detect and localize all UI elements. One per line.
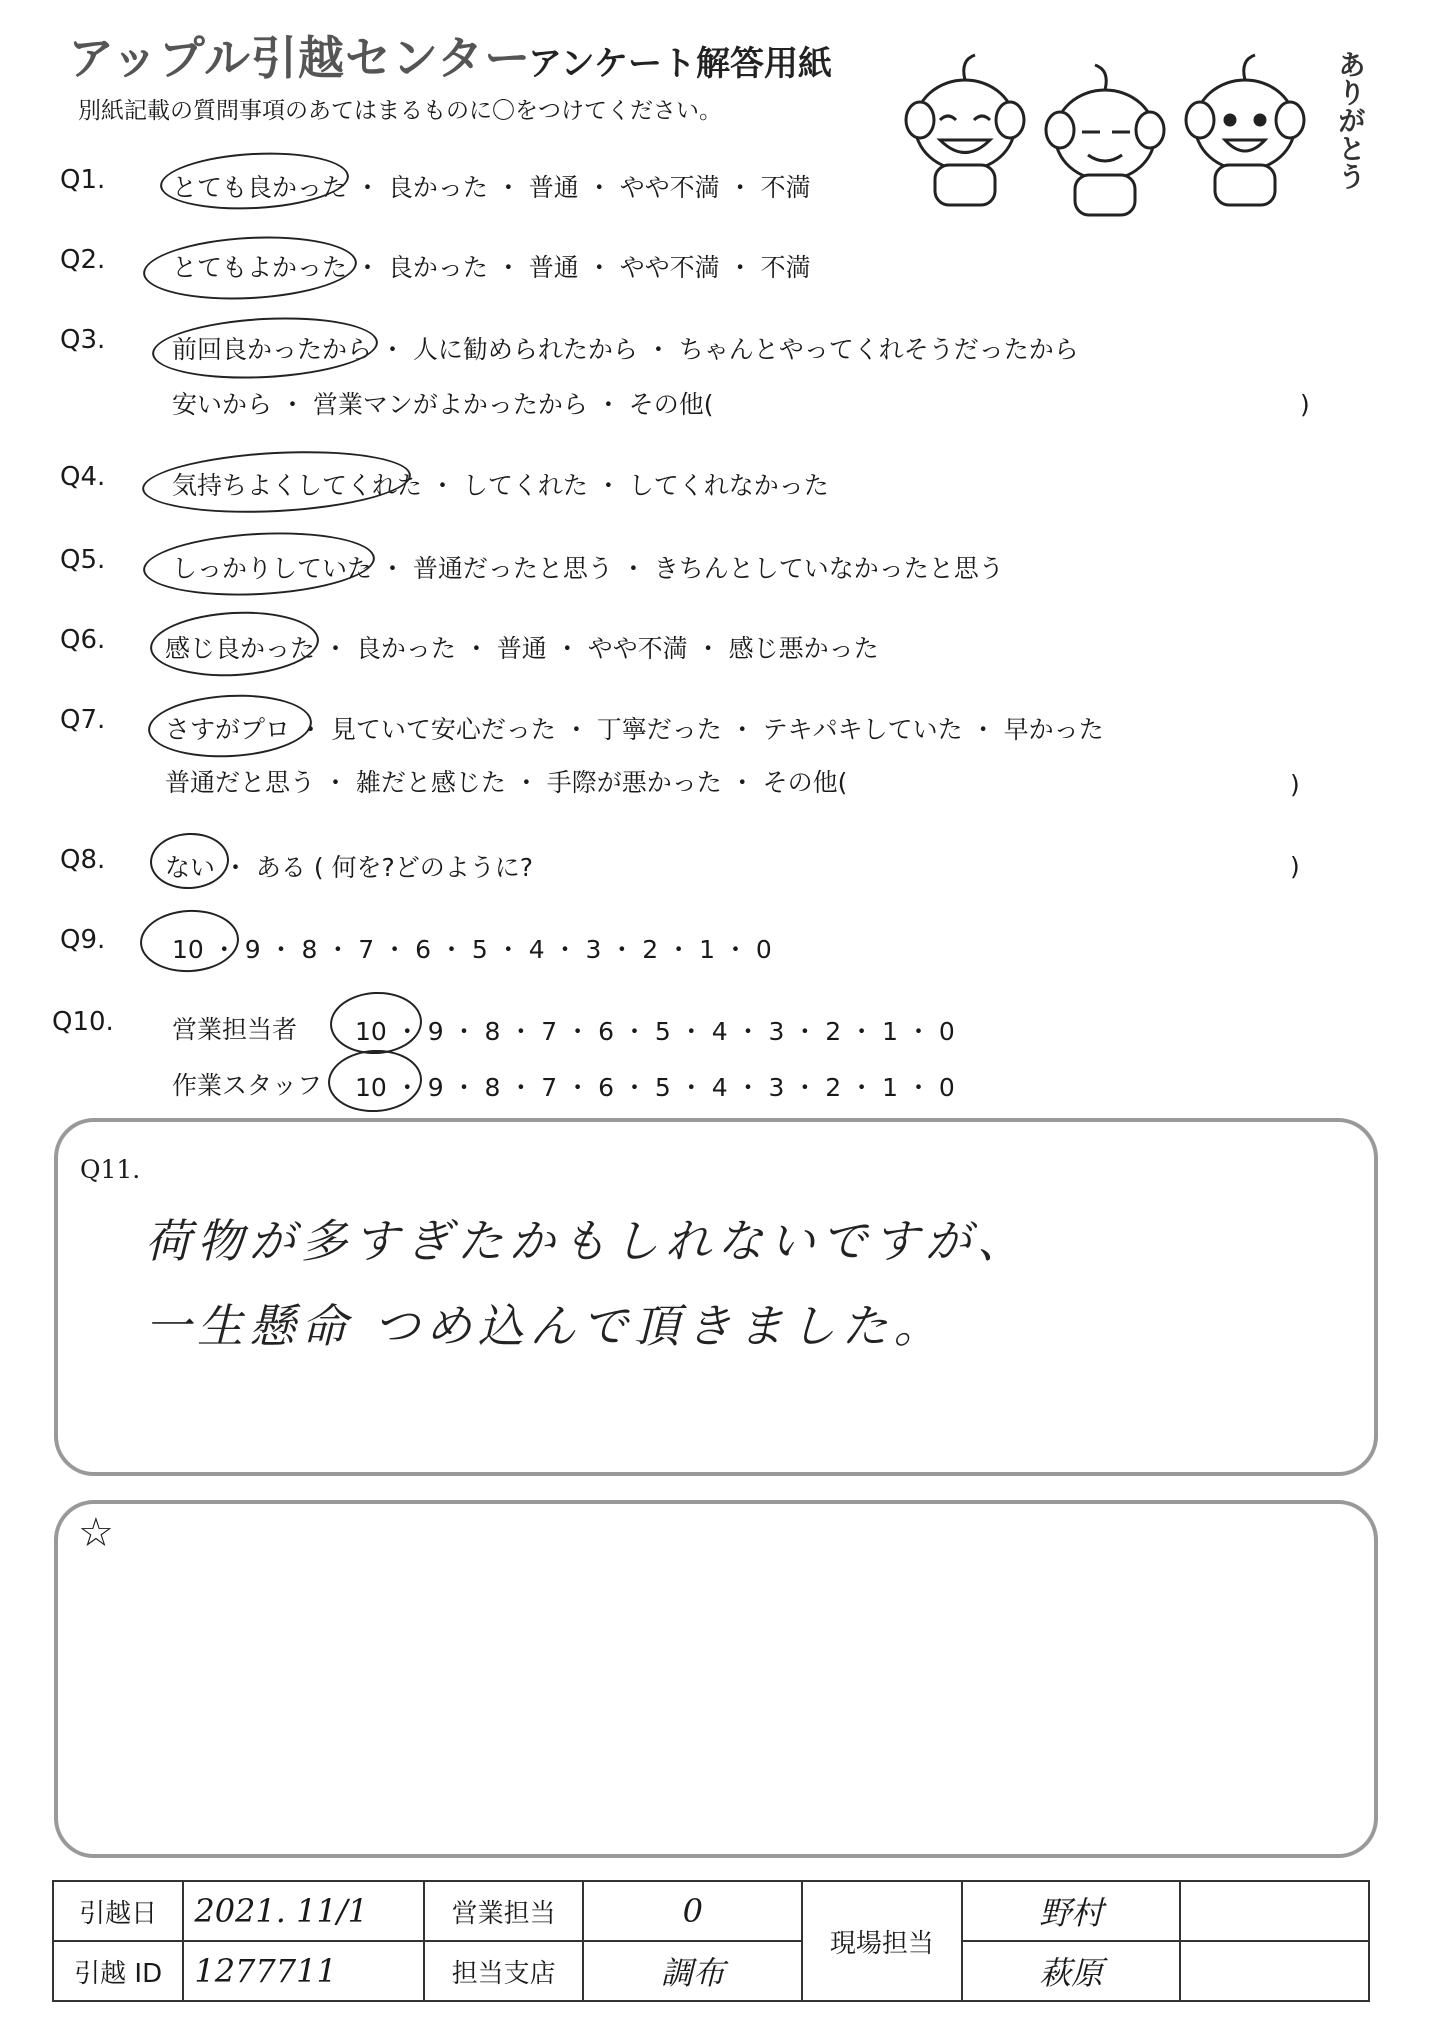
q1-label: Q1. <box>60 165 106 195</box>
q11-label: Q11. <box>80 1155 141 1184</box>
move-date-label: 引越日 <box>53 1881 183 1941</box>
monkey-icon <box>906 55 1024 205</box>
q7-answer-circle <box>146 691 313 761</box>
q3-close-paren: ) <box>1300 390 1310 419</box>
move-date-value: 2021. 11/1 <box>183 1881 423 1941</box>
mascot-illustrations <box>890 40 1350 220</box>
site-rep-label: 現場担当 <box>802 1881 962 2001</box>
q8-label: Q8. <box>60 845 106 875</box>
company-name: アップル引越センター <box>68 31 532 85</box>
thanks-text: ありがとう <box>1334 50 1367 190</box>
site-rep-1-value: 野村 <box>962 1881 1181 1941</box>
q11-comment-line1: 荷物が多すぎたかもしれないですが、 <box>145 1214 1029 1268</box>
branch-value: 調布 <box>583 1941 802 2001</box>
sales-rep-value: 0 <box>583 1881 802 1941</box>
q3-options-line2: 安いから ・ 営業マンがよかったから ・ その他( <box>172 390 714 419</box>
q6-label: Q6. <box>60 625 106 655</box>
q4-options: 気持ちよくしてくれた ・ してくれた ・ してくれなかった <box>172 471 829 500</box>
footer-info-table <box>52 1880 1370 2002</box>
q3-answer-circle <box>151 312 380 384</box>
q6-answer-circle <box>148 608 320 681</box>
q10-label: Q10. <box>52 1007 114 1037</box>
form-title: アンケート解答用紙 <box>528 44 832 84</box>
move-id-label: 引越 ID <box>53 1941 183 2001</box>
q7-label: Q7. <box>60 705 106 735</box>
q10-sales-scale: 10 ・ 9 ・ 8 ・ 7 ・ 6 ・ 5 ・ 4 ・ 3 ・ 2 ・ 1 ・ 0 <box>355 1017 955 1046</box>
q11-comment-line2: 一生懸命 つめ込んで頂きました。 <box>145 1299 946 1353</box>
q8-close-paren: ) <box>1290 852 1300 881</box>
instructions: 別紙記載の質問事項のあてはまるものに〇をつけてください。 <box>78 98 722 124</box>
monkey-icon <box>1186 55 1304 205</box>
move-id-value: 1277711 <box>183 1941 423 2001</box>
star-comment-box <box>54 1500 1378 1858</box>
q1-options: とても良かった ・ 良かった ・ 普通 ・ やや不満 ・ 不満 <box>172 173 811 202</box>
q7-close-paren: ) <box>1290 770 1300 799</box>
q3-options-line1: 前回良かったから ・ 人に勧められたから ・ ちゃんとやってくれそうだったから <box>172 335 1079 364</box>
branch-label: 担当支店 <box>424 1941 584 2001</box>
q9-scale: 10 ・ 9 ・ 8 ・ 7 ・ 6 ・ 5 ・ 4 ・ 3 ・ 2 ・ 1 ・ 0 <box>172 935 772 964</box>
q10-staff-scale: 10 ・ 9 ・ 8 ・ 7 ・ 6 ・ 5 ・ 4 ・ 3 ・ 2 ・ 1 ・ 0 <box>355 1073 955 1102</box>
sales-rep-label: 営業担当 <box>424 1881 584 1941</box>
star-icon: ☆ <box>78 1510 114 1556</box>
site-rep-extra-cell-2 <box>1180 1941 1369 2001</box>
q6-options: 感じ良かった ・ 良かった ・ 普通 ・ やや不満 ・ 感じ悪かった <box>165 634 879 663</box>
q9-label: Q9. <box>60 925 106 955</box>
q10-staff-label: 作業スタッフ <box>172 1071 323 1100</box>
q2-answer-circle <box>142 231 359 304</box>
q10-staff-answer-circle <box>326 1048 423 1115</box>
q2-options: とてもよかった ・ 良かった ・ 普通 ・ やや不満 ・ 不満 <box>172 253 811 282</box>
q7-options-line2: 普通だと思う ・ 雑だと感じた ・ 手際が悪かった ・ その他( <box>165 768 848 797</box>
q1-answer-circle <box>159 148 351 214</box>
q10-sales-label: 営業担当者 <box>172 1015 298 1044</box>
q5-answer-circle <box>142 527 377 601</box>
q4-answer-circle <box>141 445 413 519</box>
site-rep-2-value: 萩原 <box>962 1941 1181 2001</box>
q5-label: Q5. <box>60 545 106 575</box>
q5-options: しっかりしていた ・ 普通だったと思う ・ きちんとしていなかったと思う <box>172 554 1004 583</box>
q3-label: Q3. <box>60 325 106 355</box>
q2-label: Q2. <box>60 245 106 275</box>
q7-options-line1: さすがプロ ・ 見ていて安心だった ・ 丁寧だった ・ テキパキしていた ・ 早かった <box>165 715 1104 744</box>
site-rep-extra-cell-1 <box>1180 1881 1369 1941</box>
q8-options: ない ・ ある ( 何を?どのように? <box>165 853 534 882</box>
monkey-icon <box>1046 65 1164 215</box>
q4-label: Q4. <box>60 462 106 492</box>
